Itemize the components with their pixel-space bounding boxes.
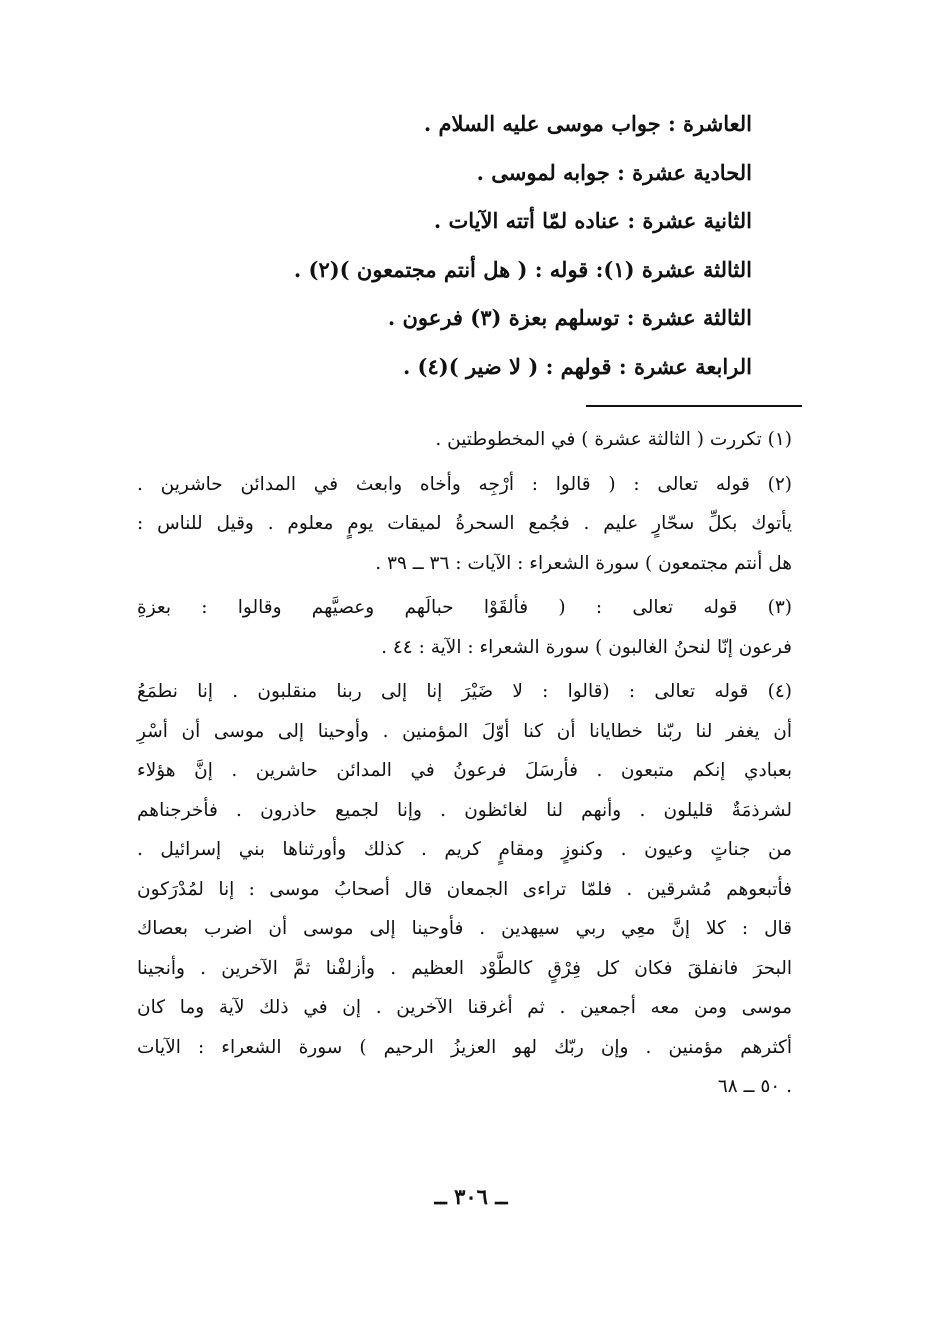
footnote-2 <box>137 465 792 584</box>
footnote-line: هل أنتم مجتمعون ) سورة الشعراء : الآيات : ٣٦ ــ ٣٩ . <box>375 552 792 574</box>
footnote-line: (٤) قوله تعالى : (قالوا : لا ضَيْرَ إنا إلى ربنا منقلبون . إنا نطمَعُ <box>137 681 792 702</box>
footnote-line: . ٥٠ ــ ٦٨ <box>717 1076 792 1097</box>
footnote-line: موسى ومن معه أجمعين . ثم أغرقنا الآخرين . إن في ذلك لآية وما كان <box>137 997 792 1018</box>
footnote-line: قال : كلا إنَّ معِي ربي سيهدين . فأوحينا إلى موسى أن اضرب بعصاك <box>137 918 792 939</box>
footnote-line: لشرذمَةٌ قليلون . وأنهم لنا لغائظون . وإنا لجميع حاذرون . فأخرجناهم <box>137 799 792 821</box>
footnote-line: فأتبعوهم مُشرقين . فلمّا تراءى الجمعان قال أصحابُ موسى : إنا لمُدْرَكون <box>137 878 792 900</box>
footnote-line: أكثرهم مؤمنين . وإن ربّك لهو العزيزُ الرحيم ) سورة الشعراء : الآيات <box>137 1036 792 1058</box>
main-line-14: الرابعة عشرة : قولهم : ( لا ضير )(٤) . <box>402 353 752 379</box>
main-line-10: العاشرة : جواب موسى عليه السلام . <box>423 111 752 136</box>
footnote-line: يأتوك بكلِّ سحّارٍ عليم . فجُمع السحرةُ لميقات يومٍ معلوم . وقيل للناس : <box>137 513 792 534</box>
footnote-line: بعبادي إنكم متبعون . فأرسَلَ فرعونُ في المدائن حاشرين . إنَّ هؤلاء <box>137 760 792 781</box>
main-line-12: الثانية عشرة : عناده لمّا أتته الآيات . <box>433 208 752 234</box>
footnote-3 <box>137 588 792 667</box>
footnotes <box>137 420 792 1112</box>
main-line-13b: الثالثة عشرة : توسلهم بعزة (٣) فرعون . <box>387 305 752 331</box>
page-number: ــ ٣٠٦ ــ <box>434 1184 508 1209</box>
main-line-11: الحادية عشرة : جوابه لموسى . <box>476 159 752 185</box>
footnote-line: (١) تكررت ( الثالثة عشرة ) في المخطوطتين . <box>435 429 792 450</box>
footnote-separator <box>586 405 802 407</box>
main-list <box>192 100 752 392</box>
footnote-1 <box>137 420 792 460</box>
footnote-line: البحرَ فانفلقَ فكان كل فِرْقٍ كالطَّوْد العظيم . وأزلفْنا ثمَّ الآخرين . وأنجينا <box>137 957 792 979</box>
main-line-13a: الثالثة عشرة (١): قوله : ( هل أنتم مجتمعون )(٢) . <box>293 256 752 282</box>
footnote-line: أن يغفر لنا ربّنا خطايانا أن كنا أوّلَ المؤمنين . وأوحينا إلى موسى أن أسْرِ <box>137 720 792 742</box>
footnote-4 <box>137 672 792 1107</box>
footnote-line: فرعون إنّا لنحنُ الغالبون ) سورة الشعراء : الآية : ٤٤ . <box>381 636 792 658</box>
footnote-line: (٣) قوله تعالى : ( فألقَوْا حبالَهم وعصيَّهم وقالوا : بعزةِ <box>137 597 792 618</box>
footnote-line: (٢) قوله تعالى : ( قالوا : أرْجِه وأخاه وابعث في المدائن حاشرين . <box>137 473 792 495</box>
footnote-line: من جناتٍ وعيون . وكنوزٍ ومقامٍ كريم . كذلك وأورثناها بني إسرائيل . <box>137 839 792 860</box>
